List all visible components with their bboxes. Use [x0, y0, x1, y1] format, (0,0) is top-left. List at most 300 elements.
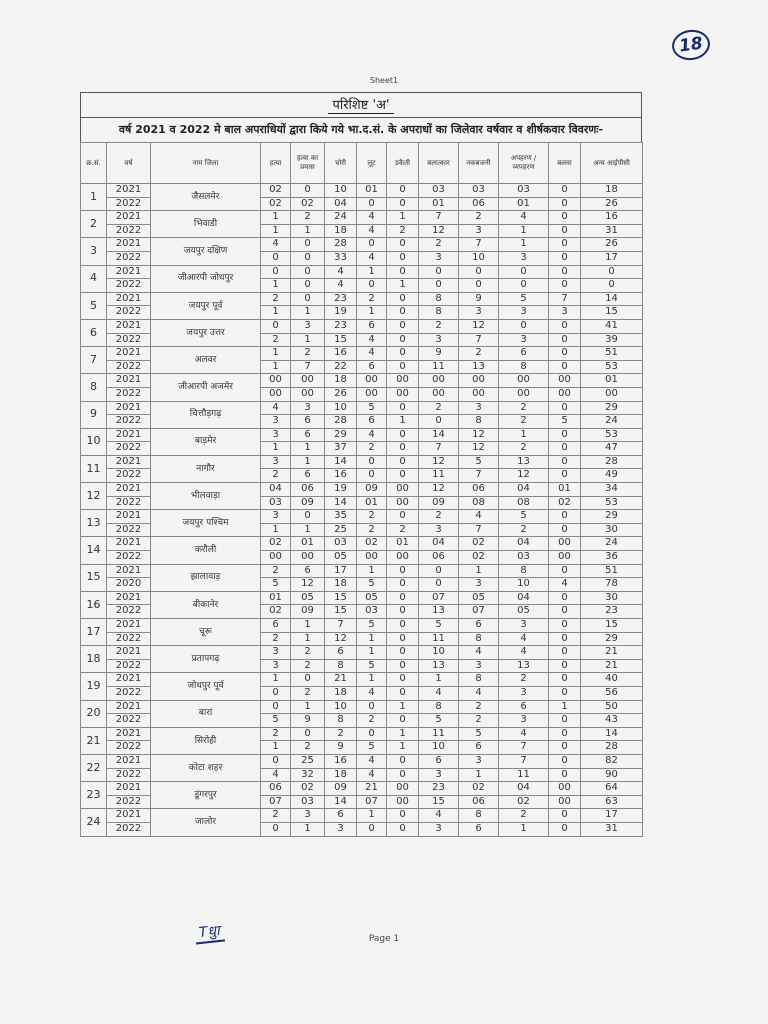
value-cell: 90: [581, 768, 643, 782]
table-row: [81, 700, 643, 714]
district-name-cell: जयपुर पूर्व: [151, 292, 261, 319]
value-cell: 1: [357, 646, 387, 660]
value-cell: 07: [459, 605, 499, 619]
year-cell: 2022: [107, 496, 151, 510]
value-cell: 4: [261, 768, 291, 782]
value-cell: 01: [387, 537, 419, 551]
serial-number-cell: 9: [81, 401, 107, 428]
table-row: [81, 347, 643, 361]
serial-number-cell: 22: [81, 754, 107, 781]
value-cell: 16: [325, 347, 357, 361]
value-cell: 0: [387, 265, 419, 279]
value-cell: 3: [459, 754, 499, 768]
value-cell: 0: [549, 469, 581, 483]
year-cell: 2022: [107, 605, 151, 619]
value-cell: 0: [387, 401, 419, 415]
value-cell: 25: [325, 523, 357, 537]
value-cell: 02: [261, 605, 291, 619]
value-cell: 78: [581, 578, 643, 592]
value-cell: 0: [549, 238, 581, 252]
value-cell: 00: [387, 782, 419, 796]
value-cell: 1: [387, 211, 419, 225]
value-cell: 2: [261, 333, 291, 347]
value-cell: 21: [357, 782, 387, 796]
value-cell: 0: [291, 238, 325, 252]
value-cell: 02: [459, 537, 499, 551]
year-cell: 2022: [107, 686, 151, 700]
value-cell: 21: [581, 646, 643, 660]
value-cell: 12: [459, 442, 499, 456]
value-cell: 00: [499, 374, 549, 388]
value-cell: 02: [459, 551, 499, 565]
value-cell: 53: [581, 360, 643, 374]
table-row: [81, 184, 643, 198]
year-cell: 2022: [107, 387, 151, 401]
year-cell: 2021: [107, 809, 151, 823]
value-cell: 02: [549, 496, 581, 510]
value-cell: 3: [261, 646, 291, 660]
value-cell: 0: [549, 822, 581, 836]
value-cell: 4: [357, 333, 387, 347]
value-cell: 3: [499, 714, 549, 728]
value-cell: 0: [387, 197, 419, 211]
value-cell: 06: [419, 551, 459, 565]
value-cell: 3: [419, 523, 459, 537]
annex-title: [81, 93, 641, 117]
value-cell: 1: [387, 700, 419, 714]
district-name-cell: भिवाडी: [151, 211, 261, 238]
value-cell: 1: [291, 822, 325, 836]
year-cell: 2021: [107, 646, 151, 660]
value-cell: 7: [325, 619, 357, 633]
value-cell: 09: [291, 605, 325, 619]
value-cell: 0: [291, 510, 325, 524]
serial-number-cell: 15: [81, 564, 107, 591]
value-cell: 3: [419, 768, 459, 782]
value-cell: 6: [459, 619, 499, 633]
value-cell: 0: [357, 238, 387, 252]
value-cell: 03: [419, 184, 459, 198]
value-cell: 3: [261, 428, 291, 442]
column-header: हत्या का प्रयास: [291, 143, 325, 184]
value-cell: 9: [459, 292, 499, 306]
value-cell: 3: [419, 822, 459, 836]
value-cell: 8: [499, 564, 549, 578]
value-cell: 5: [357, 659, 387, 673]
serial-number-cell: 14: [81, 537, 107, 564]
value-cell: 11: [499, 768, 549, 782]
table-row: [81, 428, 643, 442]
value-cell: 1: [357, 632, 387, 646]
table-body: [81, 184, 643, 837]
value-cell: 3: [419, 333, 459, 347]
year-cell: 2021: [107, 564, 151, 578]
value-cell: 01: [357, 496, 387, 510]
value-cell: 04: [499, 591, 549, 605]
value-cell: 29: [325, 428, 357, 442]
value-cell: 0: [261, 754, 291, 768]
value-cell: 14: [581, 292, 643, 306]
value-cell: 1: [261, 279, 291, 293]
value-cell: 53: [581, 496, 643, 510]
value-cell: 8: [419, 306, 459, 320]
value-cell: 0: [549, 768, 581, 782]
value-cell: 0: [499, 319, 549, 333]
value-cell: 0: [549, 442, 581, 456]
year-cell: 2021: [107, 374, 151, 388]
value-cell: 03: [357, 605, 387, 619]
value-cell: 1: [387, 727, 419, 741]
value-cell: 02: [459, 782, 499, 796]
value-cell: 56: [581, 686, 643, 700]
sheet-label: Sheet1: [369, 76, 399, 85]
value-cell: 2: [499, 673, 549, 687]
value-cell: 0: [549, 591, 581, 605]
table-row: [81, 564, 643, 578]
value-cell: 18: [325, 374, 357, 388]
value-cell: 29: [581, 632, 643, 646]
value-cell: 6: [499, 347, 549, 361]
value-cell: 0: [261, 700, 291, 714]
value-cell: 03: [291, 795, 325, 809]
value-cell: 8: [459, 809, 499, 823]
year-cell: 2021: [107, 292, 151, 306]
district-name-cell: जीआरपी जोधपुर: [151, 265, 261, 292]
value-cell: 2: [261, 292, 291, 306]
value-cell: 50: [581, 700, 643, 714]
value-cell: 39: [581, 333, 643, 347]
value-cell: 3: [459, 578, 499, 592]
value-cell: 1: [357, 265, 387, 279]
value-cell: 23: [581, 605, 643, 619]
table-row: [81, 455, 643, 469]
value-cell: 3: [291, 319, 325, 333]
value-cell: 8: [459, 673, 499, 687]
value-cell: 41: [581, 319, 643, 333]
value-cell: 5: [499, 510, 549, 524]
value-cell: 1: [357, 306, 387, 320]
year-cell: 2021: [107, 673, 151, 687]
table-row: [81, 292, 643, 306]
column-header: क्र.सं.: [81, 143, 107, 184]
value-cell: 04: [261, 483, 291, 497]
serial-number-cell: 4: [81, 265, 107, 292]
table-row: [81, 782, 643, 796]
serial-number-cell: 11: [81, 455, 107, 482]
value-cell: 0: [459, 265, 499, 279]
value-cell: 3: [459, 224, 499, 238]
value-cell: 01: [419, 197, 459, 211]
value-cell: 06: [459, 795, 499, 809]
value-cell: 1: [387, 279, 419, 293]
value-cell: 7: [549, 292, 581, 306]
table-row: [81, 319, 643, 333]
value-cell: 0: [549, 754, 581, 768]
value-cell: 18: [325, 686, 357, 700]
value-cell: 05: [357, 591, 387, 605]
value-cell: 1: [261, 442, 291, 456]
value-cell: 15: [325, 333, 357, 347]
value-cell: 02: [357, 537, 387, 551]
value-cell: 47: [581, 442, 643, 456]
value-cell: 06: [291, 483, 325, 497]
value-cell: 00: [419, 387, 459, 401]
value-cell: 1: [291, 442, 325, 456]
district-name-cell: डूंगरपुर: [151, 782, 261, 809]
value-cell: 4: [261, 401, 291, 415]
value-cell: 24: [581, 537, 643, 551]
year-cell: 2022: [107, 469, 151, 483]
value-cell: 00: [357, 374, 387, 388]
value-cell: 1: [499, 238, 549, 252]
district-name-cell: प्रतापगढ़: [151, 646, 261, 673]
value-cell: 1: [261, 360, 291, 374]
value-cell: 0: [549, 265, 581, 279]
value-cell: 0: [387, 360, 419, 374]
value-cell: 10: [459, 251, 499, 265]
value-cell: 16: [325, 754, 357, 768]
value-cell: 3: [499, 333, 549, 347]
value-cell: 0: [549, 727, 581, 741]
value-cell: 9: [419, 347, 459, 361]
value-cell: 15: [325, 591, 357, 605]
value-cell: 2: [499, 415, 549, 429]
value-cell: 00: [291, 551, 325, 565]
value-cell: 5: [419, 619, 459, 633]
value-cell: 01: [499, 197, 549, 211]
value-cell: 7: [419, 442, 459, 456]
value-cell: 00: [291, 387, 325, 401]
serial-number-cell: 6: [81, 319, 107, 346]
value-cell: 0: [549, 673, 581, 687]
value-cell: 05: [291, 591, 325, 605]
value-cell: 2: [387, 224, 419, 238]
value-cell: 00: [549, 387, 581, 401]
value-cell: 28: [325, 415, 357, 429]
value-cell: 0: [357, 822, 387, 836]
table-row: [81, 754, 643, 768]
year-cell: 2021: [107, 727, 151, 741]
value-cell: 12: [499, 469, 549, 483]
district-name-cell: झालावाड़: [151, 564, 261, 591]
value-cell: 07: [357, 795, 387, 809]
value-cell: 4: [357, 768, 387, 782]
value-cell: 00: [387, 551, 419, 565]
value-cell: 4: [419, 809, 459, 823]
value-cell: 03: [325, 537, 357, 551]
value-cell: 24: [581, 415, 643, 429]
value-cell: 11: [419, 469, 459, 483]
value-cell: 02: [261, 537, 291, 551]
value-cell: 1: [459, 564, 499, 578]
value-cell: 8: [419, 700, 459, 714]
table-row: [81, 673, 643, 687]
district-name-cell: जालोर: [151, 809, 261, 836]
value-cell: 53: [581, 428, 643, 442]
table-header-box: [80, 92, 642, 142]
value-cell: 13: [419, 659, 459, 673]
district-name-cell: कोटा शहर: [151, 754, 261, 781]
year-cell: 2021: [107, 591, 151, 605]
year-cell: 2022: [107, 523, 151, 537]
value-cell: 6: [291, 428, 325, 442]
value-cell: 14: [581, 727, 643, 741]
value-cell: 22: [325, 360, 357, 374]
value-cell: 0: [387, 347, 419, 361]
value-cell: 0: [549, 360, 581, 374]
value-cell: 01: [549, 483, 581, 497]
value-cell: 0: [549, 646, 581, 660]
value-cell: 15: [581, 306, 643, 320]
district-name-cell: करौली: [151, 537, 261, 564]
value-cell: 7: [459, 238, 499, 252]
value-cell: 6: [459, 822, 499, 836]
value-cell: 0: [419, 265, 459, 279]
year-cell: 2021: [107, 619, 151, 633]
value-cell: 51: [581, 564, 643, 578]
year-cell: 2021: [107, 238, 151, 252]
value-cell: 0: [549, 686, 581, 700]
value-cell: 0: [387, 605, 419, 619]
district-name-cell: भीलवाड़ा: [151, 483, 261, 510]
value-cell: 2: [357, 510, 387, 524]
value-cell: 1: [291, 224, 325, 238]
year-cell: 2022: [107, 714, 151, 728]
value-cell: 0: [549, 428, 581, 442]
year-cell: 2022: [107, 741, 151, 755]
value-cell: 8: [325, 714, 357, 728]
value-cell: 1: [261, 741, 291, 755]
value-cell: 00: [459, 387, 499, 401]
value-cell: 1: [291, 306, 325, 320]
value-cell: 9: [325, 741, 357, 755]
value-cell: 0: [419, 564, 459, 578]
value-cell: 3: [419, 251, 459, 265]
value-cell: 1: [261, 523, 291, 537]
value-cell: 0: [549, 197, 581, 211]
document-subtitle: वर्ष 2021 व 2022 मे बाल अपराधियों द्वारा किये गये भा.द.सं. के अपराधों का जिलेवार वर्षवार व शीर्षकवार विवरणः-: [81, 117, 641, 142]
column-header: हत्या: [261, 143, 291, 184]
handwritten-page-number: 18: [670, 28, 712, 63]
value-cell: 01: [357, 184, 387, 198]
value-cell: 00: [387, 483, 419, 497]
value-cell: 26: [581, 197, 643, 211]
value-cell: 14: [419, 428, 459, 442]
value-cell: 02: [291, 782, 325, 796]
value-cell: 5: [357, 401, 387, 415]
value-cell: 0: [549, 184, 581, 198]
table-row: [81, 646, 643, 660]
value-cell: 1: [291, 700, 325, 714]
value-cell: 0: [261, 822, 291, 836]
value-cell: 01: [261, 591, 291, 605]
value-cell: 2: [357, 442, 387, 456]
year-cell: 2022: [107, 279, 151, 293]
value-cell: 0: [387, 306, 419, 320]
value-cell: 03: [459, 184, 499, 198]
value-cell: 11: [419, 632, 459, 646]
value-cell: 4: [357, 428, 387, 442]
value-cell: 4: [499, 727, 549, 741]
value-cell: 0: [387, 673, 419, 687]
value-cell: 1: [261, 211, 291, 225]
value-cell: 3: [459, 306, 499, 320]
table-row: [81, 809, 643, 823]
year-cell: 2020: [107, 578, 151, 592]
value-cell: 1: [291, 619, 325, 633]
value-cell: 2: [499, 442, 549, 456]
year-cell: 2021: [107, 319, 151, 333]
serial-number-cell: 18: [81, 646, 107, 673]
value-cell: 7: [499, 741, 549, 755]
value-cell: 00: [387, 374, 419, 388]
value-cell: 6: [261, 619, 291, 633]
year-cell: 2022: [107, 360, 151, 374]
value-cell: 7: [419, 211, 459, 225]
value-cell: 0: [291, 292, 325, 306]
value-cell: 02: [261, 184, 291, 198]
year-cell: 2022: [107, 768, 151, 782]
year-cell: 2021: [107, 700, 151, 714]
value-cell: 6: [325, 809, 357, 823]
value-cell: 10: [419, 646, 459, 660]
value-cell: 17: [325, 564, 357, 578]
value-cell: 00: [549, 537, 581, 551]
value-cell: 0: [387, 578, 419, 592]
value-cell: 00: [419, 374, 459, 388]
value-cell: 8: [459, 415, 499, 429]
value-cell: 2: [357, 714, 387, 728]
value-cell: 2: [291, 211, 325, 225]
year-cell: 2022: [107, 415, 151, 429]
value-cell: 07: [261, 795, 291, 809]
district-name-cell: बाड़मेर: [151, 428, 261, 455]
year-cell: 2021: [107, 265, 151, 279]
value-cell: 36: [581, 551, 643, 565]
value-cell: 5: [549, 415, 581, 429]
value-cell: 0: [387, 686, 419, 700]
value-cell: 3: [261, 455, 291, 469]
year-cell: 2022: [107, 306, 151, 320]
column-header: नकबजनी: [459, 143, 499, 184]
value-cell: 16: [581, 211, 643, 225]
column-header: लूट: [357, 143, 387, 184]
value-cell: 18: [325, 578, 357, 592]
value-cell: 2: [499, 523, 549, 537]
value-cell: 05: [499, 605, 549, 619]
value-cell: 10: [419, 741, 459, 755]
value-cell: 15: [325, 605, 357, 619]
value-cell: 1: [291, 523, 325, 537]
value-cell: 0: [549, 619, 581, 633]
value-cell: 33: [325, 251, 357, 265]
value-cell: 14: [325, 795, 357, 809]
value-cell: 10: [325, 700, 357, 714]
value-cell: 0: [387, 659, 419, 673]
value-cell: 0: [261, 251, 291, 265]
value-cell: 1: [387, 741, 419, 755]
value-cell: 2: [387, 523, 419, 537]
value-cell: 06: [261, 782, 291, 796]
value-cell: 0: [291, 184, 325, 198]
table-row: [81, 510, 643, 524]
value-cell: 11: [419, 727, 459, 741]
value-cell: 0: [387, 632, 419, 646]
value-cell: 0: [357, 197, 387, 211]
value-cell: 0: [581, 279, 643, 293]
district-name-cell: चूरू: [151, 619, 261, 646]
district-name-cell: जैसलमेर: [151, 184, 261, 211]
